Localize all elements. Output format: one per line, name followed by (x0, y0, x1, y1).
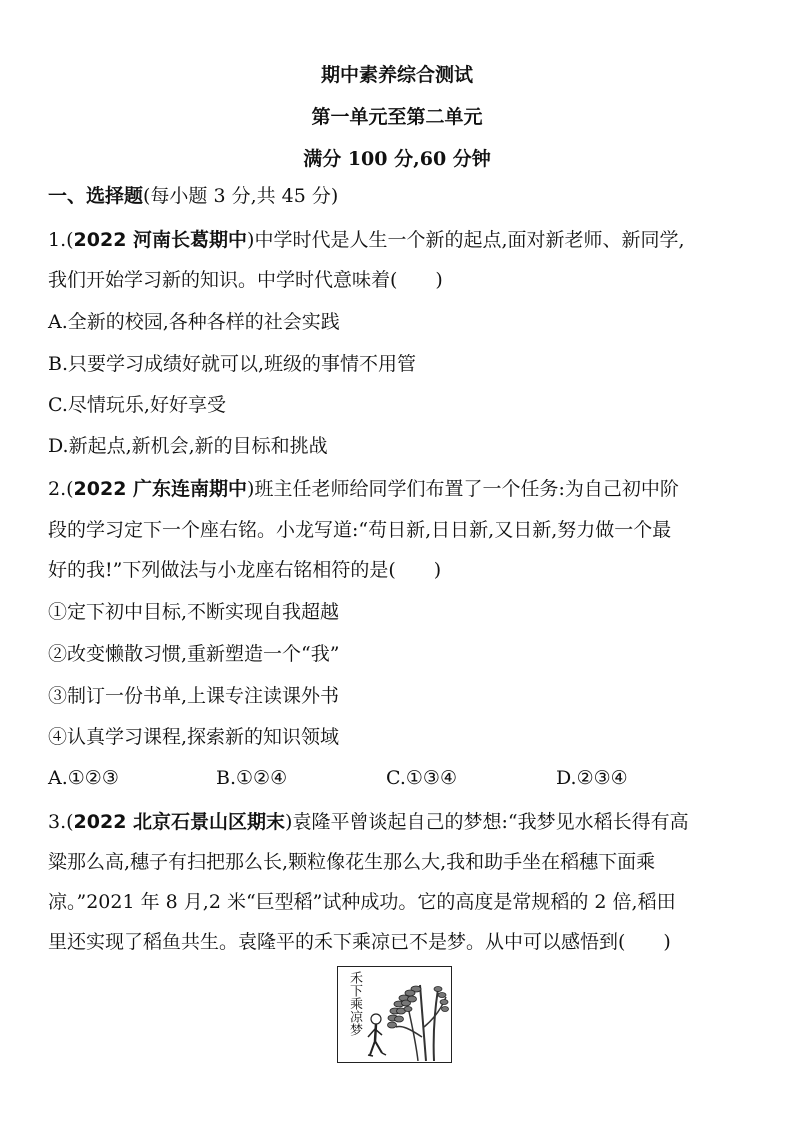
rice-cartoon-figure (337, 966, 452, 1063)
q3-source: 2022 北京石景山区期末 (73, 811, 286, 833)
q3-line-4: 里还实现了稻鱼共生。袁隆平的禾下乘凉已不是梦。从中可以感悟到( ) (48, 931, 671, 953)
q3-line-1 (48, 810, 689, 834)
q1-line-1 (48, 228, 685, 252)
q1-source: 2022 河南长葛期中 (73, 229, 248, 251)
q1-line-2: 我们开始学习新的知识。中学时代意味着( ) (48, 269, 443, 291)
q2-option-c: C.①③④ (386, 767, 457, 789)
q2-line-3: 好的我!”下列做法与小龙座右铭相符的是( ) (48, 559, 442, 581)
exam-title: 期中素养综合测试 (320, 64, 473, 86)
q2-item-2: ②改变懒散习惯,重新塑造一个“我” (48, 643, 340, 665)
q2-item-3: ③制订一份书单,上课专注读课外书 (48, 685, 340, 707)
q2-line-2: 段的学习定下一个座右铭。小龙写道:“苟日新,日日新,又日新,努力做一个最 (48, 519, 672, 541)
q2-option-d: D.②③④ (556, 767, 628, 789)
q1-option-a: A.全新的校园,各种各样的社会实践 (48, 311, 340, 333)
q3-line-3: 凉。”2021 年 8 月,2 米“巨型稻”试种成功。它的高度是常规稻的 2 倍,稻田 (48, 891, 676, 913)
q3-text-1: )袁隆平曾谈起自己的梦想:“我梦见水稻长得有高 (285, 811, 689, 833)
section-heading (48, 184, 338, 208)
q2-number: 2.( (48, 478, 74, 500)
q3-line-2: 粱那么高,穗子有扫把那么长,颗粒像花生那么大,我和助手坐在稻穗下面乘 (48, 851, 656, 873)
q2-line-1 (48, 477, 679, 501)
q2-option-a: A.①②③ (48, 767, 119, 789)
q2-text-1: )班主任老师给同学们布置了一个任务:为自己初中阶 (247, 478, 679, 500)
q3-number: 3.( (48, 811, 74, 833)
q2-item-1: ①定下初中目标,不断实现自我超越 (48, 601, 340, 623)
exam-meta: 满分 100 分,60 分钟 (303, 148, 491, 170)
q2-item-4: ④认真学习课程,探索新的知识领域 (48, 726, 340, 748)
q1-option-d: D.新起点,新机会,新的目标和挑战 (48, 435, 328, 457)
q2-option-b: B.①②④ (216, 767, 288, 789)
q1-text-1: )中学时代是人生一个新的起点,面对新老师、新同学, (247, 229, 685, 251)
exam-subtitle: 第一单元至第二单元 (311, 106, 483, 128)
section-title: 一、选择题 (48, 185, 144, 207)
q1-option-b: B.只要学习成绩好就可以,班级的事情不用管 (48, 353, 417, 375)
section-note: (每小题 3 分,共 45 分) (143, 185, 339, 207)
q2-source: 2022 广东连南期中 (73, 478, 248, 500)
q1-option-c: C.尽情玩乐,好好享受 (48, 394, 226, 416)
q1-number: 1.( (48, 229, 74, 251)
figure-caption: 禾下乘凉梦 (347, 971, 362, 1036)
rice-dream-illustration (338, 967, 450, 1061)
